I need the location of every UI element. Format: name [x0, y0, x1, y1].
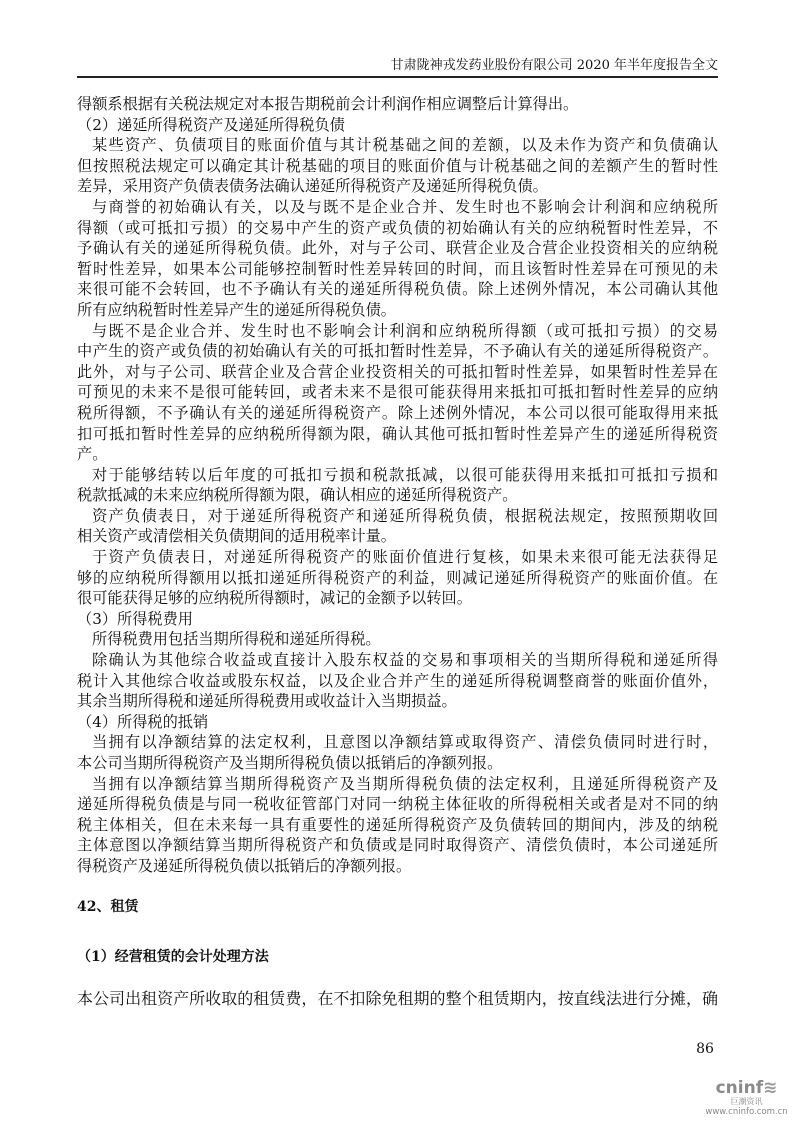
paragraph-line: 与商誉的初始确认有关，以及与既不是企业合并、发生时也不影响会计利润和应纳税所 — [92, 197, 718, 216]
header-rule — [77, 76, 718, 78]
cninfo-url: www.cninfo.com.cn — [705, 1107, 788, 1117]
paragraph-line: 当拥有以净额结算的法定权利，且意图以净额结算或取得资产、清偿负债同时进行时， — [92, 733, 718, 752]
paragraph-line: 税款抵减的未来应纳税所得额为限，确认相应的递延所得税资产。 — [77, 486, 518, 505]
paragraph-line: 得额系根据有关税法规定对本报告期税前会计利润作相应调整后计算得出。 — [77, 95, 579, 113]
paragraph-line: 本公司出租资产所收取的租赁费，在不扣除免租期的整个租赁期内，按直线法进行分摊，确 — [77, 989, 718, 1008]
page-number: 86 — [696, 1041, 714, 1057]
paragraph-line: 本公司当期所得税资产及当期所得税负债以抵销后的净额列报。 — [77, 754, 503, 772]
paragraph-line: 扣可抵扣暂时性差异的应纳税所得额为限，确认其他可抵扣暂时性差异产生的递延所得税资 — [77, 424, 718, 443]
paragraph-line: 予确认有关的递延所得税负债。此外，对与子公司、联营企业及合营企业投资相关的应纳税 — [77, 239, 718, 258]
subsection-heading: （3）所得税费用 — [77, 609, 193, 628]
paragraph-line: 当拥有以净额结算当期所得税资产及当期所得税负债的法定权利，且递延所得税资产及 — [92, 774, 718, 793]
document-body — [77, 94, 718, 877]
paragraph-line: 其余当期所得税和递延所得税费用或收益计入当期损益。 — [77, 692, 457, 711]
paragraph-line: 得额（或可抵扣亏损）的交易中产生的资产或负债的初始确认有关的应纳税暂时性差异，不 — [77, 218, 718, 237]
paragraph-line: 但按照税法规定可以确定其计税基础的项目的账面价值与计税基础之间的差额产生的暂时性 — [77, 156, 718, 175]
paragraph-line: 税主体相关，但在未来每一具有重要性的递延所得税资产及负债转回的期间内，涉及的纳税 — [77, 815, 718, 834]
paragraph-line: 除确认为其他综合收益或直接计入股东权益的交易和事项相关的当期所得税和递延所得 — [92, 651, 718, 670]
paragraph-line: 来很可能不会转回，也不予确认有关的递延所得税负债。除上述例外情况，本公司确认其他 — [77, 280, 718, 299]
subsection-heading-operating-lease: （1）经营租赁的会计处理方法 — [77, 949, 269, 965]
paragraph-line: 够的应纳税所得额用以抵扣递延所得税资产的利益，则减记递延所得税资产的账面价值。在 — [77, 568, 718, 587]
paragraph-line: 中产生的资产或负债的初始确认有关的可抵扣暂时性差异，不予确认有关的递延所得税资产。 — [77, 342, 718, 361]
paragraph-line: 暂时性差异，如果本公司能够控制暂时性差异转回的时间，而且该暂时性差异在可预见的未 — [77, 259, 718, 278]
paragraph-line: 产。 — [77, 445, 108, 464]
paragraph-line: 于资产负债表日，对递延所得税资产的账面价值进行复核，如果未来很可能无法获得足 — [92, 548, 718, 567]
paragraph-line: 递延所得税负债是与同一税收征管部门对同一纳税主体征收的所得税相关或者是对不同的纳 — [77, 795, 718, 814]
paragraph-line: 很可能获得足够的应纳税所得额时，减记的金额予以转回。 — [77, 589, 472, 608]
cninfo-watermark-logo — [700, 1080, 793, 1117]
cninfo-wordmark: cninf≋ — [715, 1078, 778, 1098]
paragraph-line: 得税资产及递延所得税负债以抵销后的净额列报。 — [77, 856, 412, 875]
section-heading-42: 42、租赁 — [77, 899, 139, 915]
paragraph-line: 资产负债表日，对于递延所得税资产和递延所得税负债，根据税法规定，按照预期收回 — [92, 506, 718, 525]
subsection-heading: （2）递延所得税资产及递延所得税负债 — [77, 115, 345, 134]
paragraph-line: 与既不是企业合并、发生时也不影响会计利润和应纳税所得额（或可抵扣亏损）的交易 — [92, 321, 718, 340]
paragraph-line: 可预见的未来不是很可能转回，或者未来不是很可能获得用来抵扣可抵扣暂时性差异的应纳 — [77, 383, 718, 402]
paragraph-line: 主体意图以净额结算当期所得税资产和负债或是同时取得资产、清偿负债时，本公司递延所 — [77, 836, 718, 855]
subsection-heading: （4）所得税的抵销 — [77, 712, 209, 731]
paragraph-line: 此外，对与子公司、联营企业及合营企业投资相关的可抵扣暂时性差异，如果暂时性差异在 — [77, 362, 718, 381]
paragraph-line: 所有应纳税暂时性差异产生的递延所得税负债。 — [77, 300, 396, 319]
paragraph-line: 税所得额，不予确认有关的递延所得税资产。除上述例外情况，本公司以很可能取得用来抵 — [77, 403, 718, 422]
cninfo-cn-name: 巨潮资讯 — [730, 1097, 763, 1106]
page-header: 甘肃陇神戎发药业股份有限公司 2020 年半年度报告全文 — [390, 58, 718, 73]
paragraph-line: 某些资产、负债项目的账面价值与其计税基础之间的差额，以及未作为资产和负债确认 — [92, 136, 718, 155]
paragraph-line: 对于能够结转以后年度的可抵扣亏损和税款抵减，以很可能获得用来抵扣可抵扣亏损和 — [92, 465, 718, 484]
paragraph-line: 税计入其他综合收益或股东权益，以及企业合并产生的递延所得税调整商誉的账面价值外， — [77, 671, 718, 690]
paragraph-line: 所得税费用包括当期所得税和递延所得税。 — [92, 630, 381, 649]
paragraph-line: 相关资产或清偿相关负债期间的适用税率计量。 — [77, 527, 396, 546]
paragraph-line: 差异，采用资产负债表债务法确认递延所得税资产及递延所得税负债。 — [77, 177, 548, 196]
